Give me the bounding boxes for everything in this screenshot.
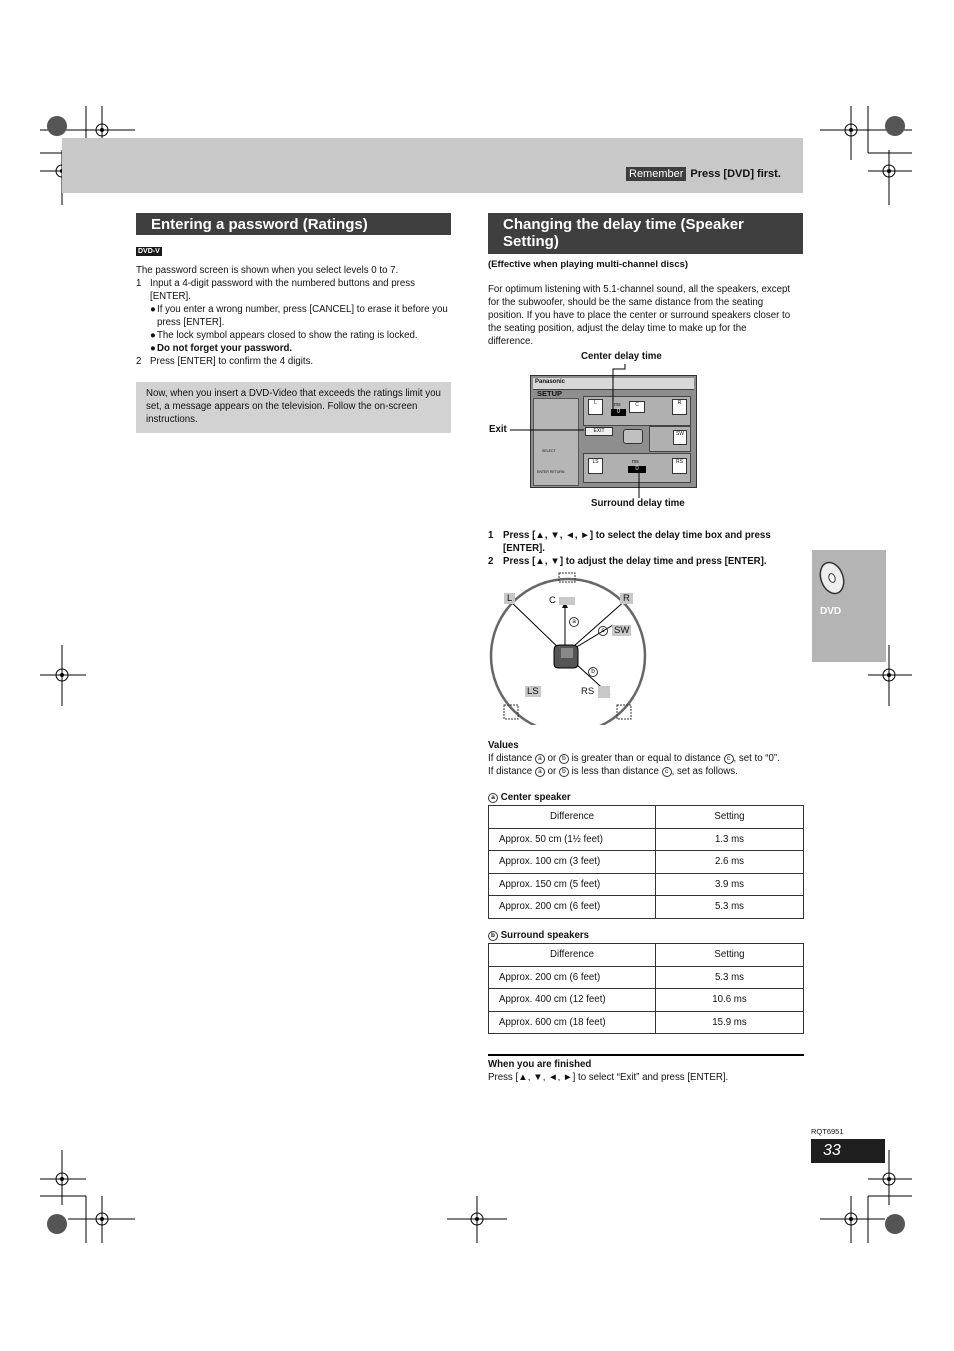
finished-title: When you are finished bbox=[488, 1059, 592, 1070]
values-text: If distance bbox=[488, 753, 533, 764]
bullet-icon: ● bbox=[150, 304, 156, 315]
surround-table-label bbox=[488, 929, 589, 942]
center-delay-label: Center delay time bbox=[581, 351, 662, 362]
step-text: Input a 4-digit password with the numbered buttons and press [ENTER]. bbox=[150, 278, 415, 302]
diagram-label-c: C bbox=[549, 595, 556, 606]
table-cell: Approx. 100 cm (3 feet) bbox=[489, 851, 656, 874]
table-row bbox=[489, 966, 804, 989]
values-title: Values bbox=[488, 740, 519, 751]
bullet-text: Do not forget your password. bbox=[157, 343, 293, 354]
delay-intro: For optimum listening with 5.1-channel sound, all the speakers, except for the subwoofer, should be the same distance from the seating position. If you have to place the center or surround speakers closer to the seating position, adjust the delay time to make up for the difference. bbox=[488, 284, 791, 347]
table-header: Setting bbox=[656, 944, 804, 967]
table-header: Setting bbox=[656, 806, 804, 829]
model-code: RQT6951 bbox=[811, 1127, 844, 1136]
step-text: Press [▲, ▼] to adjust the delay time and press [ENTER]. bbox=[503, 556, 767, 567]
table-row bbox=[489, 851, 804, 874]
table-cell: Approx. 200 cm (6 feet) bbox=[489, 966, 656, 989]
table-cell: 1.3 ms bbox=[656, 828, 804, 851]
values-text: If distance bbox=[488, 766, 533, 777]
dvd-v-badge: DVD-V bbox=[138, 248, 160, 255]
table-cell: Approx. 200 cm (6 feet) bbox=[489, 896, 656, 919]
distance-c-marker: c bbox=[724, 754, 734, 764]
table-label-text: Surround speakers bbox=[500, 930, 589, 941]
password-bullet-3 bbox=[136, 342, 454, 355]
dvd-v-badge-wrap bbox=[136, 240, 162, 258]
press-dvd-first: Press [DVD] first. bbox=[690, 168, 781, 180]
enter-return-hint: ENTER RETURN bbox=[537, 470, 565, 474]
diagram-label-sw: SW bbox=[614, 625, 630, 636]
table-cell: Approx. 50 cm (1½ feet) bbox=[489, 828, 656, 851]
delay-step-1 bbox=[488, 529, 803, 555]
center-speaker-table bbox=[488, 805, 804, 919]
speaker-box-rs: RS bbox=[672, 458, 687, 474]
speaker-box-sw: SW bbox=[673, 430, 687, 445]
password-heading: Entering a password (Ratings) bbox=[136, 213, 451, 235]
table-cell: 3.9 ms bbox=[656, 873, 804, 896]
table-cell: Approx. 150 cm (5 feet) bbox=[489, 873, 656, 896]
values-text: or bbox=[547, 753, 557, 764]
finished-divider bbox=[488, 1054, 804, 1056]
table-cell: 5.3 ms bbox=[656, 896, 804, 919]
finished-text: Press [▲, ▼, ◄, ►] to select “Exit” and press [ENTER]. bbox=[488, 1072, 729, 1083]
values-text: is less than distance bbox=[571, 766, 659, 777]
header-bar bbox=[62, 138, 803, 193]
step-text: Press [ENTER] to confirm the 4 digits. bbox=[150, 356, 314, 367]
setup-title: SETUP bbox=[537, 389, 563, 398]
exit-label: Exit bbox=[489, 424, 507, 435]
bullet-icon: ● bbox=[150, 330, 156, 341]
center-delay-box[interactable]: 0 bbox=[611, 409, 626, 416]
bullet-text: If you enter a wrong number, press [CANCEL] to erase it before you press [ENTER]. bbox=[157, 304, 448, 328]
password-step-1 bbox=[136, 277, 454, 303]
distance-b-marker: b bbox=[588, 667, 598, 677]
surround-speaker-table bbox=[488, 943, 804, 1034]
distance-b-marker: b bbox=[559, 767, 569, 777]
table-cell: Approx. 600 cm (18 feet) bbox=[489, 1011, 656, 1034]
table-header-row bbox=[489, 944, 804, 967]
speaker-box-r: R bbox=[672, 399, 687, 415]
select-hint: SELECT bbox=[542, 449, 556, 453]
dvd-side-tab bbox=[812, 550, 886, 662]
center-table-label bbox=[488, 791, 571, 804]
distance-c-marker: c bbox=[662, 767, 672, 777]
password-instructions bbox=[136, 264, 454, 368]
diagram-label-ls: LS bbox=[527, 686, 539, 697]
password-bullet-1 bbox=[136, 303, 454, 329]
table-row bbox=[489, 896, 804, 919]
values-line-1 bbox=[488, 752, 808, 765]
disc-icon bbox=[818, 558, 848, 600]
distance-a-marker: a bbox=[488, 793, 498, 803]
distance-a-marker: a bbox=[535, 754, 545, 764]
table-header: Difference bbox=[489, 806, 656, 829]
distance-c-marker: c bbox=[598, 626, 608, 636]
table-cell: 10.6 ms bbox=[656, 989, 804, 1012]
values-text: , set as follows. bbox=[671, 766, 738, 777]
note-text: Now, when you insert a DVD-Video that exceeds the ratings limit you set, a message appears on the television. Follow the on-screen instructions. bbox=[146, 388, 441, 425]
delay-steps bbox=[488, 529, 803, 568]
surround-ms-label: ms bbox=[632, 459, 639, 465]
distance-b-marker: b bbox=[488, 931, 498, 941]
distance-a-marker: a bbox=[535, 767, 545, 777]
header-instruction bbox=[626, 168, 781, 180]
table-cell: 5.3 ms bbox=[656, 966, 804, 989]
diagram-label-rs: RS bbox=[581, 686, 595, 697]
password-intro: The password screen is shown when you select levels 0 to 7. bbox=[136, 265, 399, 276]
password-step-2 bbox=[136, 355, 454, 368]
password-note bbox=[136, 382, 451, 433]
diagram-label-r: R bbox=[620, 593, 633, 604]
delay-step-2 bbox=[488, 555, 803, 568]
page-number: 33 bbox=[811, 1139, 885, 1163]
table-cell: 15.9 ms bbox=[656, 1011, 804, 1034]
remember-tag: Remember bbox=[626, 167, 686, 181]
step-number: 1 bbox=[136, 278, 142, 289]
delay-subtitle: (Effective when playing multi-channel discs) bbox=[488, 259, 689, 270]
table-row bbox=[489, 828, 804, 851]
side-tab-label: DVD bbox=[820, 606, 842, 617]
values-text: , set to “0”. bbox=[733, 753, 780, 764]
table-row bbox=[489, 873, 804, 896]
speaker-box-ls: LS bbox=[588, 458, 603, 474]
table-cell: Approx. 400 cm (12 feet) bbox=[489, 989, 656, 1012]
diagram-label-l: L bbox=[504, 593, 515, 604]
center-ms-label: ms bbox=[614, 402, 621, 408]
distance-a-marker: a bbox=[569, 617, 579, 627]
delay-heading: Changing the delay time (Speaker Setting) bbox=[488, 213, 803, 254]
step-text: Press [▲, ▼, ◄, ►] to select the delay time box and press [ENTER]. bbox=[503, 530, 771, 554]
table-header-row bbox=[489, 806, 804, 829]
speaker-box-c: C bbox=[629, 401, 645, 413]
table-row bbox=[489, 989, 804, 1012]
exit-button[interactable]: EXIT bbox=[585, 427, 613, 436]
finished-section bbox=[488, 1058, 804, 1084]
values-text: or bbox=[547, 766, 557, 777]
callout-lines bbox=[480, 355, 720, 505]
bullet-text: The lock symbol appears closed to show the rating is locked. bbox=[157, 330, 418, 341]
bullet-icon: ● bbox=[150, 343, 156, 354]
table-label-text: Center speaker bbox=[500, 792, 571, 803]
setup-brand: Panasonic bbox=[535, 379, 566, 385]
step-number: 1 bbox=[488, 530, 494, 541]
values-line-2 bbox=[488, 765, 808, 778]
values-section bbox=[488, 739, 808, 778]
step-number: 2 bbox=[136, 356, 142, 367]
table-row bbox=[489, 1011, 804, 1034]
table-cell: 2.6 ms bbox=[656, 851, 804, 874]
surround-delay-box[interactable]: 0 bbox=[628, 466, 646, 473]
password-bullet-2 bbox=[136, 329, 454, 342]
distance-b-marker: b bbox=[559, 754, 569, 764]
table-header: Difference bbox=[489, 944, 656, 967]
values-text: is greater than or equal to distance bbox=[571, 753, 721, 764]
surround-delay-label: Surround delay time bbox=[591, 498, 685, 509]
step-number: 2 bbox=[488, 556, 494, 567]
speaker-box-l: L bbox=[588, 399, 603, 415]
